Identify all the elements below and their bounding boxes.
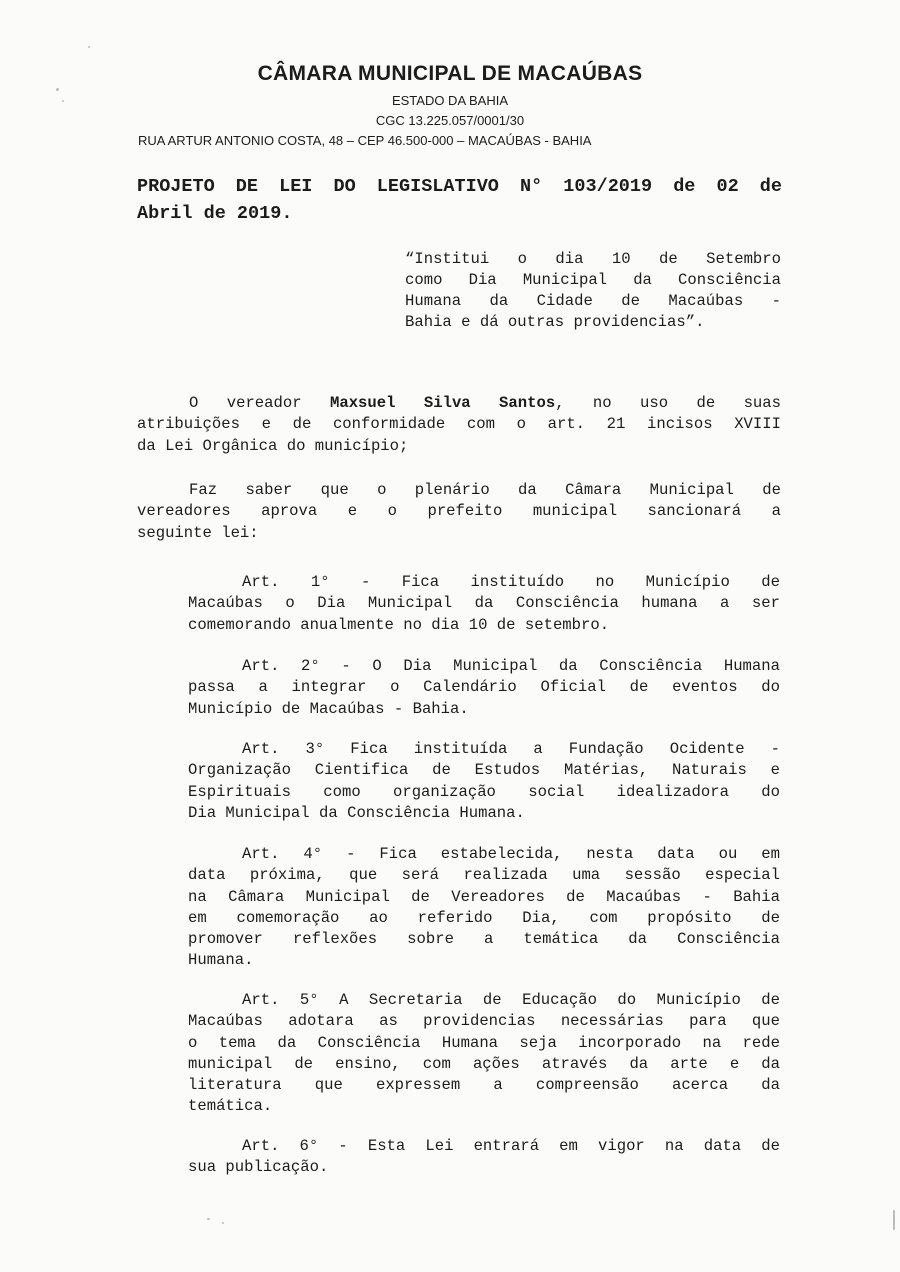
scan-speck <box>893 1210 895 1230</box>
intro-line: da Lei Orgânica do município; <box>137 436 409 455</box>
article-line: comemorando anualmente no dia 10 de setembro. <box>188 615 610 634</box>
summary-line: como Dia Municipal da Consciência <box>405 271 781 289</box>
article-text: Art. 3° Fica instituída a Fundação Ocidente - <box>242 740 780 758</box>
scan-speck <box>56 88 59 91</box>
article-line: em comemoração ao referido Dia, com propósito de <box>188 908 780 927</box>
article-2 <box>188 656 780 720</box>
enactment-line: seguinte lei: <box>137 523 259 542</box>
article-text: Art. 5° A Secretaria de Educação do Município de <box>242 991 780 1009</box>
cgc-line: CGC 13.225.057/0001/30 <box>375 113 525 128</box>
article-line: Município de Macaúbas - Bahia. <box>188 699 469 718</box>
article-text: Art. 1° - Fica instituído no Município de <box>242 573 780 591</box>
chamber-title: CÂMARA MUNICIPAL DE MACAÚBAS <box>257 62 643 85</box>
article-4 <box>188 844 780 972</box>
address-line: RUA ARTUR ANTONIO COSTA, 48 – CEP 46.500-000 – MACAÚBAS - BAHIA <box>138 133 592 148</box>
councilman-name: Maxsuel Silva Santos <box>329 394 556 412</box>
intro-suffix: , no uso de suas <box>555 394 781 412</box>
intro-paragraph <box>137 393 781 457</box>
enactment-text: Faz saber que o plenário da Câmara Municipal de <box>189 481 781 499</box>
intro-prefix: O vereador <box>189 394 330 412</box>
enactment-paragraph <box>137 480 781 544</box>
scan-speck <box>88 46 90 48</box>
article-5 <box>188 990 780 1118</box>
scan-speck <box>62 100 64 102</box>
article-line <box>188 656 780 677</box>
summary-line: “Institui o dia 10 de Setembro <box>405 250 781 268</box>
article-line: sua publicação. <box>188 1158 329 1177</box>
article-text: Art. 2° - O Dia Municipal da Consciência Humana <box>242 657 780 675</box>
bill-title <box>137 173 782 227</box>
intro-line <box>137 393 781 414</box>
summary-line: Humana da Cidade de Macaúbas - <box>405 292 781 310</box>
article-line: literatura que expressem a compreensão acerca da <box>188 1076 780 1095</box>
article-line: promover reflexões sobre a temática da Consciência <box>188 930 780 949</box>
bill-title-line: PROJETO DE LEI DO LEGISLATIVO N° 103/2019 de 02 de <box>137 176 782 197</box>
article-line <box>188 739 780 760</box>
bill-title-line: Abril de 2019. <box>137 203 293 224</box>
scan-speck <box>222 1222 224 1224</box>
article-line: o tema da Consciência Humana seja incorporado na rede <box>188 1033 780 1052</box>
article-line <box>188 990 780 1011</box>
article-6 <box>188 1136 780 1179</box>
article-line: Macaúbas o Dia Municipal da Consciência humana a ser <box>188 594 780 613</box>
article-line: Humana. <box>188 951 254 970</box>
article-line: Dia Municipal da Consciência Humana. <box>188 803 525 822</box>
article-line: Espirituais como organização social idealizadora do <box>188 782 780 801</box>
article-line <box>188 844 780 865</box>
article-text: Art. 6° - Esta Lei entrará em vigor na data de <box>242 1137 780 1155</box>
enactment-line <box>137 480 781 501</box>
article-line <box>188 1136 780 1157</box>
article-line: Macaúbas adotara as providencias necessárias para que <box>188 1012 780 1031</box>
article-line: temática. <box>188 1097 273 1116</box>
state-line: ESTADO DA BAHIA <box>391 93 509 108</box>
scan-speck <box>207 1218 210 1220</box>
enactment-line: vereadores aprova e o prefeito municipal sancionará a <box>137 502 781 521</box>
article-line: data próxima, que será realizada uma sessão especial <box>188 866 780 885</box>
article-line: municipal de ensino, com ações através da arte e da <box>188 1054 780 1073</box>
article-3 <box>188 739 780 824</box>
article-line: na Câmara Municipal de Vereadores de Macaúbas - Bahia <box>188 887 780 906</box>
article-line: Organização Cientifica de Estudos Matérias, Naturais e <box>188 761 780 780</box>
intro-line: atribuições e de conformidade com o art. 21 incisos XVIII <box>137 415 781 434</box>
article-line: passa a integrar o Calendário Oficial de eventos do <box>188 678 780 697</box>
article-1 <box>188 572 780 636</box>
article-text: Art. 4° - Fica estabelecida, nesta data ou em <box>242 845 780 863</box>
summary-line: Bahia e dá outras providencias”. <box>405 313 705 331</box>
bill-summary <box>405 249 781 333</box>
article-line <box>188 572 780 593</box>
